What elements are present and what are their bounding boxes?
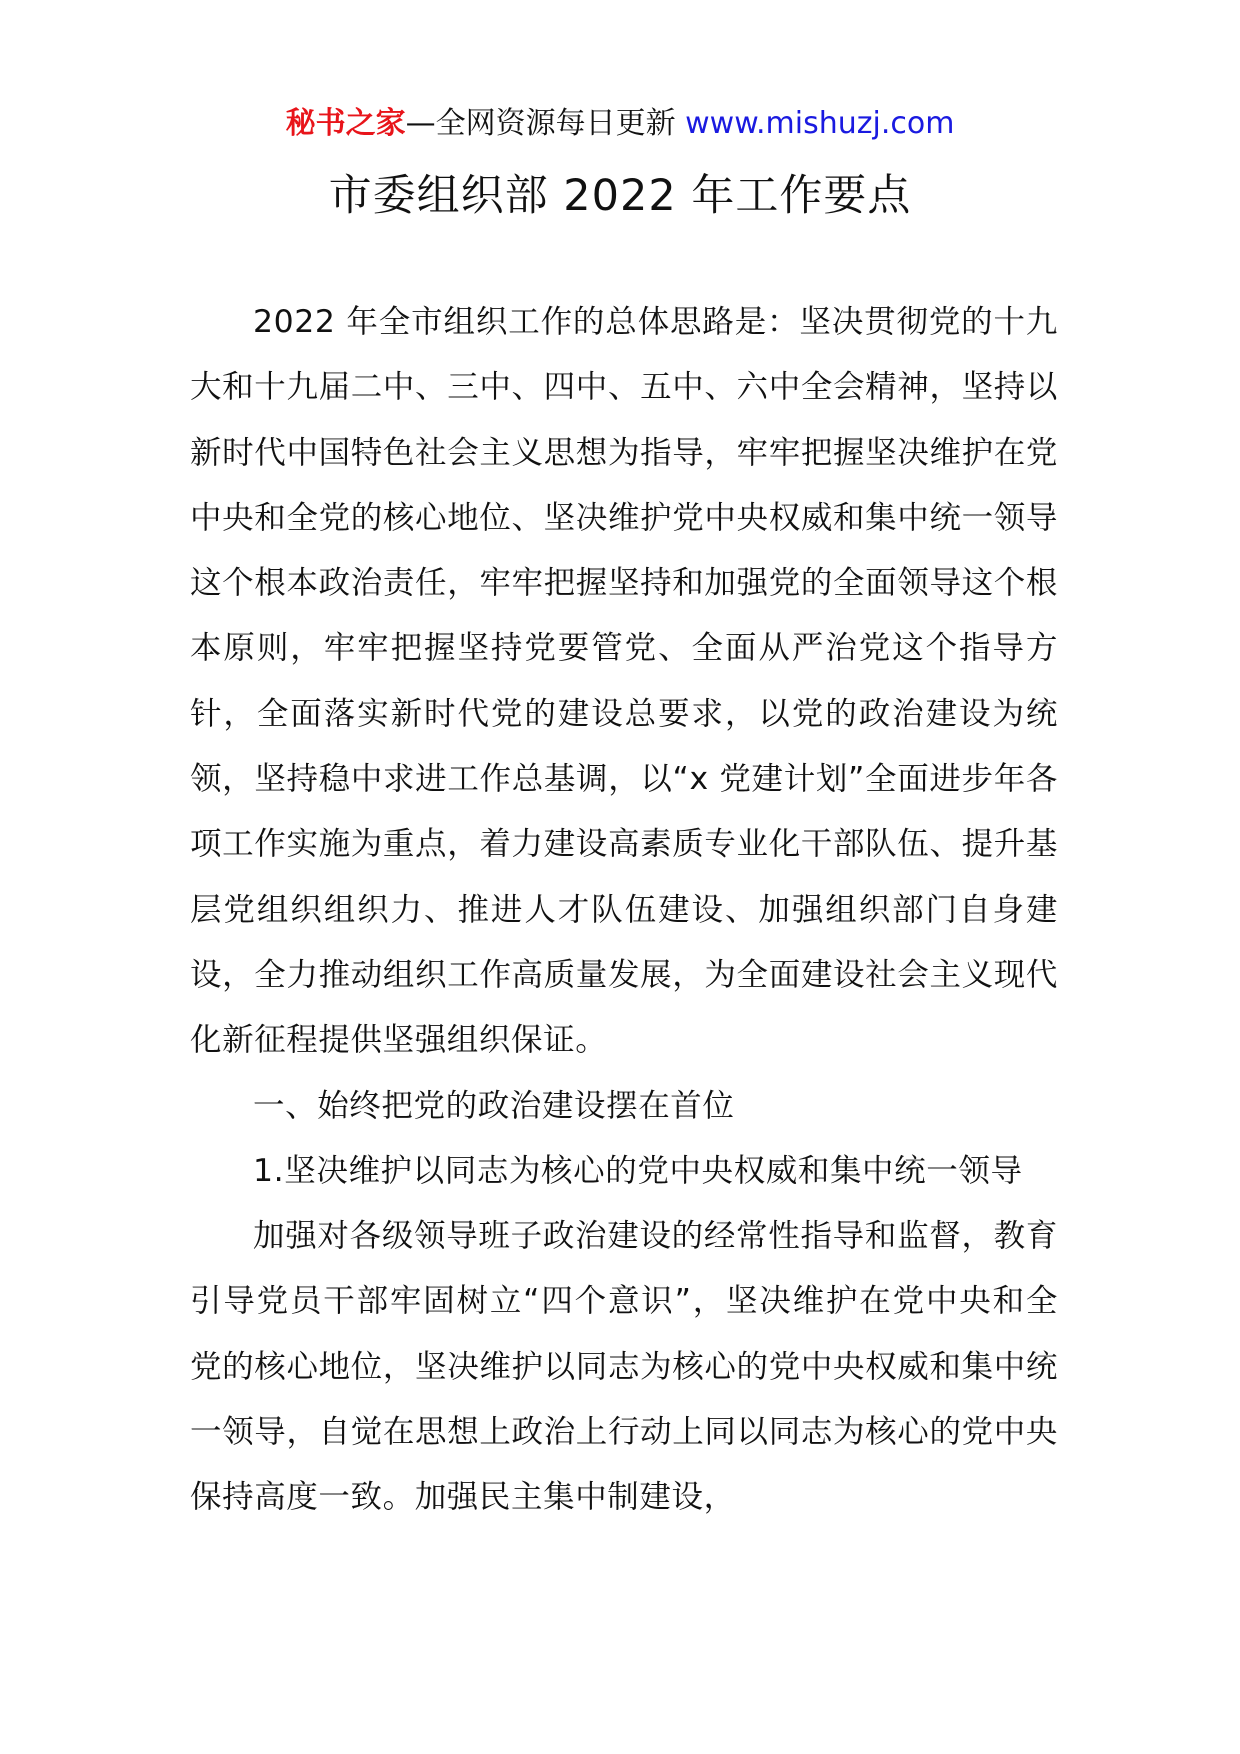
- subsection-heading: 1.坚决维护以同志为核心的党中央权威和集中统一领导: [253, 1152, 1023, 1189]
- document-body: [190, 290, 1058, 1531]
- section-heading: 一、始终把党的政治建设摆在首位: [253, 1087, 735, 1124]
- document-title: 市委组织部 2022 年工作要点: [328, 171, 912, 221]
- brand-name: 秘书之家: [285, 106, 406, 141]
- header-tagline: —全网资源每日更新: [405, 106, 686, 141]
- intro-paragraph: 2022 年全市组织工作的总体思路是：坚决贯彻党的十九大和十九届二中、三中、四中、五中、六中全会精神，坚持以新时代中国特色社会主义思想为指导，牢牢把握坚决维护在党中央和全党的核心地位、坚决维护党中央权威和集中统一领导这个根本政治责任，牢牢把握坚持和加强党的全面领导这个根本原则，牢牢把握坚持党要管党、全面从严治党这个指导方针，全面落实新时代党的建设总要求，以党的政治建设为统领，坚持稳中求进工作总基调，以“x 党建计划”全面进步年各项工作实施为重点，着力建设高素质专业化干部队伍、提升基层党组织组织力、推进人才队伍建设、加强组织部门自身建设，全力推动组织工作高质量发展，为全面建设社会主义现代化新征程提供坚强组织保证。: [190, 304, 1058, 1059]
- body-paragraph: 加强对各级领导班子政治建设的经常性指导和监督，教育引导党员干部牢固树立“四个意识”，坚决维护在党中央和全党的核心地位，坚决维护以同志为核心的党中央权威和集中统一领导，自觉在思想上政治上行动上同以同志为核心的党中央保持高度一致。加强民主集中制建设，: [190, 1218, 1058, 1516]
- site-url-link[interactable]: www.mishuzj.com: [685, 106, 955, 141]
- site-header-banner: [0, 102, 1240, 146]
